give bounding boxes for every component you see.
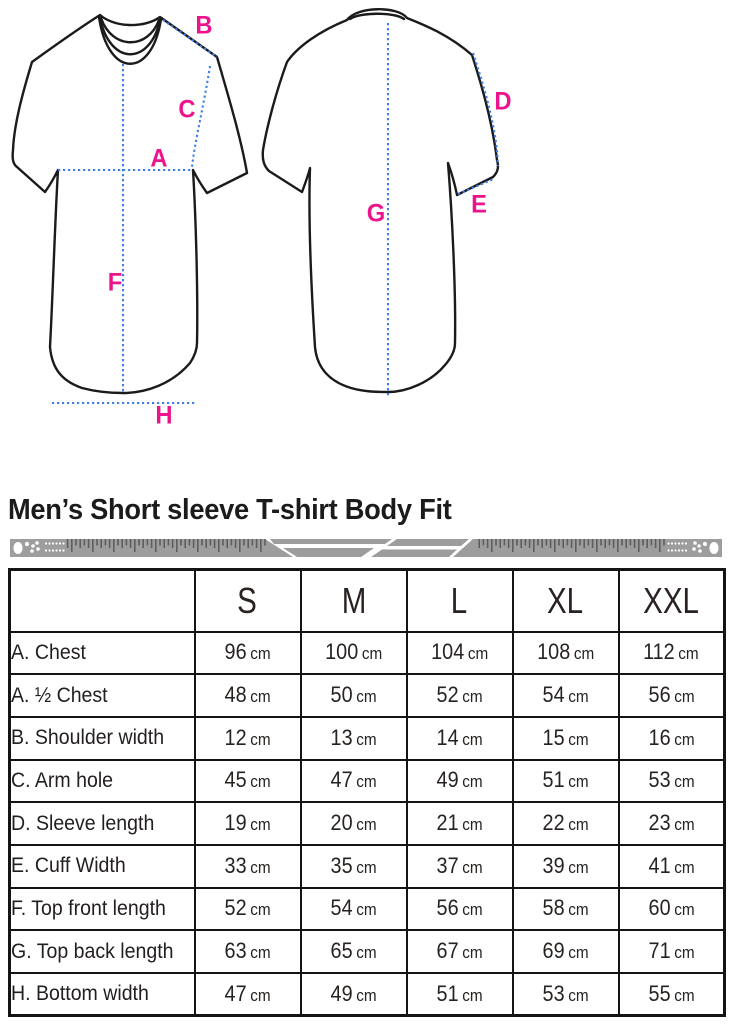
row-label: F. Top front length [10,888,195,931]
front-shirt-outline [13,11,247,393]
value-cell: 52 cm [407,674,513,717]
value-cell: 54 cm [513,674,619,717]
row-label: D. Sleeve length [10,802,195,845]
label-d: D [494,87,512,116]
value-cell: 67 cm [407,930,513,973]
tape-measure-graphic [8,537,724,559]
size-header-s: S [195,570,301,632]
size-header-xxl: XXL [619,570,725,632]
value-cell: 53 cm [619,760,725,803]
value-cell: 13 cm [301,717,407,760]
label-f: F [107,268,123,297]
label-e: E [471,190,487,219]
row-label: E. Cuff Width [10,845,195,888]
value-cell: 69 cm [513,930,619,973]
value-cell: 15 cm [513,717,619,760]
table-row-bottom-width [10,973,725,1016]
row-label: H. Bottom width [10,973,195,1016]
value-cell: 54 cm [301,888,407,931]
corner-cell [10,570,195,632]
value-cell: 14 cm [407,717,513,760]
value-cell: 60 cm [619,888,725,931]
value-cell: 21 cm [407,802,513,845]
value-cell: 52 cm [195,888,301,931]
value-cell: 56 cm [407,888,513,931]
table-row-back-length [10,930,725,973]
value-cell: 47 cm [301,760,407,803]
value-cell: 45 cm [195,760,301,803]
table-row-front-length [10,888,725,931]
value-cell: 53 cm [513,973,619,1016]
size-header-m: M [301,570,407,632]
label-h: H [155,401,173,430]
value-cell: 35 cm [301,845,407,888]
table-row-shoulder [10,717,725,760]
value-cell: 39 cm [513,845,619,888]
value-cell: 63 cm [195,930,301,973]
table-row-cuff [10,845,725,888]
value-cell: 65 cm [301,930,407,973]
table-row-half-chest [10,674,725,717]
shirt-diagrams-svg [0,0,560,460]
value-cell: 23 cm [619,802,725,845]
value-cell: 58 cm [513,888,619,931]
value-cell: 12 cm [195,717,301,760]
tape-fold [270,539,469,557]
value-cell: 47 cm [195,973,301,1016]
value-cell: 37 cm [407,845,513,888]
value-cell: 55 cm [619,973,725,1016]
table-row-armhole [10,760,725,803]
value-cell: 19 cm [195,802,301,845]
value-cell: 100 cm [301,632,407,675]
label-b: B [195,11,213,40]
value-cell: 71 cm [619,930,725,973]
value-cell: 56 cm [619,674,725,717]
size-chart-table [8,568,726,1017]
value-cell: 50 cm [301,674,407,717]
row-label: G. Top back length [10,930,195,973]
tape-left-ticks [66,539,266,557]
page-title: Men’s Short sleeve T-shirt Body Fit [8,494,452,526]
measurement-diagram [0,0,560,460]
value-cell: 48 cm [195,674,301,717]
table-row-chest [10,632,725,675]
value-cell: 96 cm [195,632,301,675]
size-header-l: L [407,570,513,632]
value-cell: 108 cm [513,632,619,675]
table-row-sleeve [10,802,725,845]
row-label: A. Chest [10,632,195,675]
row-label: B. Shoulder width [10,717,195,760]
tape-right-ticks [478,539,666,557]
row-label: A. ½ Chest [10,674,195,717]
value-cell: 16 cm [619,717,725,760]
value-cell: 33 cm [195,845,301,888]
size-header-xl: XL [513,570,619,632]
value-cell: 22 cm [513,802,619,845]
value-cell: 49 cm [301,973,407,1016]
value-cell: 51 cm [513,760,619,803]
label-a: A [150,144,168,173]
header-row [10,570,725,632]
value-cell: 20 cm [301,802,407,845]
value-cell: 104 cm [407,632,513,675]
label-g: G [366,199,386,228]
value-cell: 49 cm [407,760,513,803]
value-cell: 51 cm [407,973,513,1016]
value-cell: 112 cm [619,632,725,675]
row-label: C. Arm hole [10,760,195,803]
label-c: C [178,95,196,124]
value-cell: 41 cm [619,845,725,888]
